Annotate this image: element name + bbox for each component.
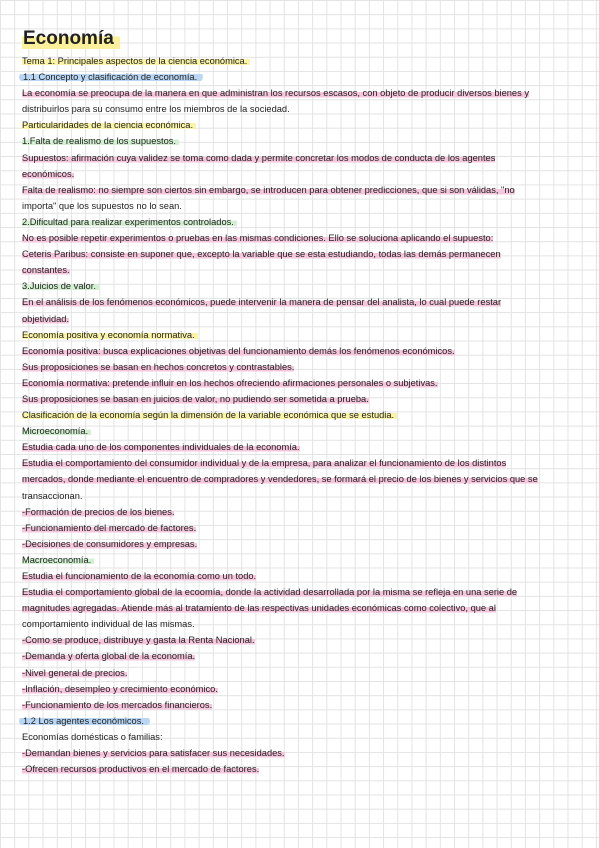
note-text: Economía positiva: busca explicaciones objetivas del funcionamiento demás los fenómenos económicos. xyxy=(22,345,455,356)
note-line xyxy=(22,85,582,101)
note-line xyxy=(22,53,582,69)
note-line xyxy=(22,713,582,729)
topic-heading: Clasificación de la economía según la dimensión de la variable económica que se estudia. xyxy=(22,410,397,420)
note-line xyxy=(22,616,582,632)
note-text: Economía normativa: pretende influir en los hechos ofreciendo afirmaciones personales o subjetivas. xyxy=(22,377,438,388)
note-text: -Nivel general de precios. xyxy=(22,667,128,678)
subheading: 1.Falta de realismo de los supuestos. xyxy=(22,136,179,146)
note-text: Ceteris Paribus: consiste en suponer que, excepto la variable que se esta estudiando, todas las demás permanecen xyxy=(22,249,501,260)
note-text: magnitudes agregadas. Atiende más al tratamiento de las respectivas unidades económicas como colectivo, que al xyxy=(22,603,496,614)
note-line xyxy=(22,198,582,214)
note-text: -Demandan bienes y servicios para satisfacer sus necesidades. xyxy=(22,748,285,759)
note-text: distribuirlos para su consumo entre los miembros de la sociedad. xyxy=(22,104,290,115)
note-text: Supuestos: afirmación cuya validez se toma como dada y permite concretar los modos de conducta de los agentes xyxy=(22,152,496,163)
note-line xyxy=(22,359,582,375)
note-text: -Demanda y oferta global de la economía. xyxy=(22,651,196,662)
note-line xyxy=(22,520,582,536)
note-line xyxy=(22,648,582,664)
note-line xyxy=(22,133,582,149)
note-text: Estudia cada uno de los componentes individuales de la economía. xyxy=(22,442,300,453)
note-line xyxy=(22,488,582,504)
note-line xyxy=(22,182,582,198)
note-line xyxy=(22,761,582,777)
note-line xyxy=(22,101,582,117)
note-line xyxy=(22,423,582,439)
note-line xyxy=(22,439,582,455)
note-text: Sus proposiciones se basan en hechos concretos y contrastables. xyxy=(22,361,295,372)
note-text: -Inflación, desempleo y crecimiento económico. xyxy=(22,683,218,694)
note-text: Estudia el comportamiento del consumidor individual y de la empresa, para analizar el funcionamiento de los distintos xyxy=(22,458,507,469)
note-text: Economías domésticas o familias: xyxy=(22,731,163,742)
note-text: mercados, donde mediante el encuentro de compradores y vendedores, se formará el precio de los bienes y servicios que se xyxy=(22,474,538,485)
note-line xyxy=(22,343,582,359)
note-line xyxy=(22,278,582,294)
note-text: La economía se preocupa de la manera en que administran los recursos escasos, con objeto de producir diversos bienes y xyxy=(22,88,529,99)
note-line xyxy=(22,262,582,278)
subheading: Microeconomía. xyxy=(22,426,91,436)
note-line xyxy=(22,214,582,230)
note-text: -Funcionamiento de los mercados financieros. xyxy=(22,699,213,710)
note-line xyxy=(22,568,582,584)
subheading: 2.Dificultad para realizar experimentos controlados. xyxy=(22,217,237,227)
notes-body xyxy=(22,53,582,777)
note-line xyxy=(22,681,582,697)
note-text: No es posible repetir experimentos o pruebas en las mismas condiciones. Ello se soluciona aplicando el supuesto: xyxy=(22,233,494,244)
topic-heading: Tema 1: Principales aspectos de la ciencia económica. xyxy=(22,56,250,66)
note-text: -Decisiones de consumidores y empresas. xyxy=(22,538,198,549)
note-text: Sus proposiciones se basan en juicios de valor, no pudiendo ser sometida a prueba. xyxy=(22,393,369,404)
page-title: Economía xyxy=(22,27,120,51)
note-text: -Funcionamiento del mercado de factores. xyxy=(22,522,197,533)
note-line xyxy=(22,230,582,246)
note-text: económicos. xyxy=(22,168,75,179)
note-line xyxy=(22,294,582,310)
note-text: comportamiento individual de las mismas. xyxy=(22,619,195,630)
note-text: -Formación de precios de los bienes. xyxy=(22,506,175,517)
note-line xyxy=(22,391,582,407)
note-line xyxy=(22,665,582,681)
note-line xyxy=(22,745,582,761)
note-line xyxy=(22,536,582,552)
topic-heading: Particularidades de la ciencia económica. xyxy=(22,120,196,130)
note-line xyxy=(22,632,582,648)
note-text: Estudia el comportamiento global de la ecoomía, donde la actividad desarrollada por la misma se refleja en una serie de xyxy=(22,587,518,598)
notes-page xyxy=(22,27,582,777)
note-text: -Como se produce, distribuye y gasta la Renta Nacional. xyxy=(22,635,255,646)
note-line xyxy=(22,584,582,600)
note-line xyxy=(22,311,582,327)
note-line xyxy=(22,117,582,133)
note-line xyxy=(22,471,582,487)
subheading: Macroeconomía. xyxy=(22,555,94,565)
note-line xyxy=(22,552,582,568)
section-heading: 1.2 Los agentes económicos. xyxy=(19,716,150,726)
note-line xyxy=(22,327,582,343)
note-text: Falta de realismo: no siempre son ciertos sin embargo, se introducen para obtener predicciones, que si son válidas, "no xyxy=(22,184,515,195)
topic-heading: Economía positiva y economía normativa. xyxy=(22,330,198,340)
note-line xyxy=(22,407,582,423)
note-line xyxy=(22,729,582,745)
section-heading: 1.1 Concepto y clasificación de economía. xyxy=(19,72,203,82)
note-line xyxy=(22,697,582,713)
note-line xyxy=(22,455,582,471)
note-line xyxy=(22,504,582,520)
note-line xyxy=(22,246,582,262)
note-text: objetividad. xyxy=(22,313,70,324)
note-text: transaccionan. xyxy=(22,490,83,501)
note-line xyxy=(22,375,582,391)
note-text: -Ofrecen recursos productivos en el mercado de factores. xyxy=(22,764,260,775)
note-line xyxy=(22,166,582,182)
note-line xyxy=(22,69,582,85)
note-text: constantes. xyxy=(22,265,70,276)
note-line xyxy=(22,600,582,616)
note-text: importa" que los supuestos no lo sean. xyxy=(22,200,182,211)
note-text: Estudia el funcionamiento de la economía como un todo. xyxy=(22,571,257,581)
subheading: 3.Juicios de valor. xyxy=(22,281,99,291)
note-text: En el análisis de los fenómenos económicos, puede intervenir la manera de pensar del analista, lo cual puede restar xyxy=(22,297,502,308)
note-line xyxy=(22,150,582,166)
